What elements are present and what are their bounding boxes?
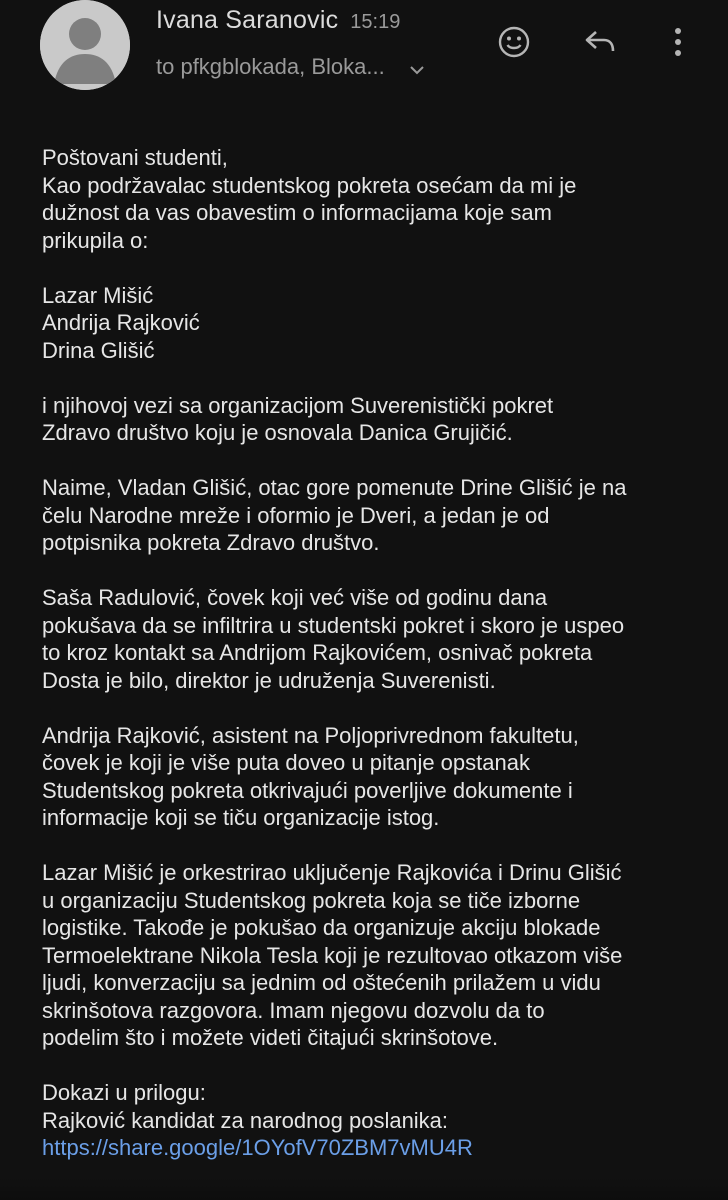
blank-line: [42, 694, 702, 722]
body-line: pokušava da se infiltrira u studentski pokret i skoro je uspeo: [42, 612, 625, 638]
timestamp: 15:19: [350, 11, 401, 33]
body-line: skrinšotova razgovora. Imam njegovu dozvolu da to: [42, 997, 545, 1023]
blank-line: [42, 447, 702, 475]
body-line: u organizaciju Studentskog pokreta koja se tiče izborne: [42, 887, 581, 913]
sender-name: Ivana Saranovic: [156, 6, 339, 34]
body-line: Lazar Mišić je orkestrirao uključenje Rajkovića i Drinu Glišić: [42, 860, 622, 885]
blank-line: [42, 1052, 702, 1080]
more-options-button[interactable]: [656, 20, 700, 64]
chevron-down-icon[interactable]: [409, 55, 425, 81]
recipients-text: to pfkgblokada, Bloka...: [156, 54, 385, 79]
blank-line: [42, 557, 702, 585]
blank-line: [42, 832, 702, 860]
body-line: ljudi, konverzaciju sa jednim od oštećenih prilažem u vidu: [42, 970, 601, 995]
body-line: čovek je koji je više puta doveo u pitanje opstanak: [42, 750, 530, 775]
share-link[interactable]: https://share.google/1OYofV70ZBM7vMU4R: [42, 1135, 473, 1160]
body-line: i njihovoj vezi sa organizacijom Suverenistički pokret: [42, 392, 554, 418]
body-line: Termoelektrane Nikola Tesla koji je rezultovao otkazom više: [42, 942, 623, 968]
reply-button[interactable]: [578, 20, 622, 64]
body-line: Kao podržavalac studentskog pokreta osećam da mi je: [42, 172, 577, 198]
person-name: Lazar Mišić: [42, 282, 154, 308]
body-line: informacije koji se tiču organizacije istog.: [42, 805, 440, 830]
body-line: Dokazi u prilogu:: [42, 1080, 206, 1105]
body-line: Andrija Rajković, asistent na Poljoprivrednom fakultetu,: [42, 722, 579, 748]
email-header: [0, 0, 728, 110]
body-line-greeting: Poštovani studenti,: [42, 145, 228, 170]
body-line: Dosta je bilo, direktor je udruženja Suverenisti.: [42, 667, 496, 693]
person-name: Andrija Rajković: [42, 310, 200, 335]
emoji-reaction-button[interactable]: [492, 20, 536, 64]
body-line: logistike. Takođe je pokušao da organizuje akciju blokade: [42, 915, 601, 940]
body-line: Naime, Vladan Glišić, otac gore pomenute Drine Glišić je na: [42, 475, 627, 500]
body-line: Zdravo društvo koju je osnovala Danica Grujičić.: [42, 420, 513, 445]
body-line: Studentskog pokreta otkrivajući poverljive dokumente i: [42, 777, 573, 803]
blank-line: [42, 254, 702, 282]
recipients-toggle[interactable]: [156, 54, 425, 81]
body-line: podelim što i možete videti čitajući skrinšotove.: [42, 1025, 499, 1050]
emoji-reaction-icon: [497, 25, 531, 59]
blank-line: [42, 364, 702, 392]
body-line: potpisnika pokreta Zdravo društvo.: [42, 530, 380, 555]
person-name: Drina Glišić: [42, 337, 155, 363]
body-line: prikupila o:: [42, 227, 149, 253]
body-line: dužnost da vas obavestim o informacijama koje sam: [42, 200, 552, 225]
sender-name-row[interactable]: [156, 6, 400, 35]
avatar-person-icon[interactable]: [40, 0, 130, 90]
body-line: Saša Radulović, čovek koji već više od godinu dana: [42, 585, 548, 610]
bottom-edge: [0, 1178, 728, 1200]
body-line: to kroz kontakt sa Andrijom Rajkovićem, osnivač pokreta: [42, 640, 593, 665]
body-line: Rajković kandidat za narodnog poslanika:: [42, 1107, 449, 1133]
body-line: čelu Narodne mreže i oformio je Dveri, a jedan je od: [42, 502, 550, 528]
more-vert-icon: [673, 25, 683, 59]
reply-icon: [582, 27, 618, 57]
email-body: [42, 144, 702, 1162]
